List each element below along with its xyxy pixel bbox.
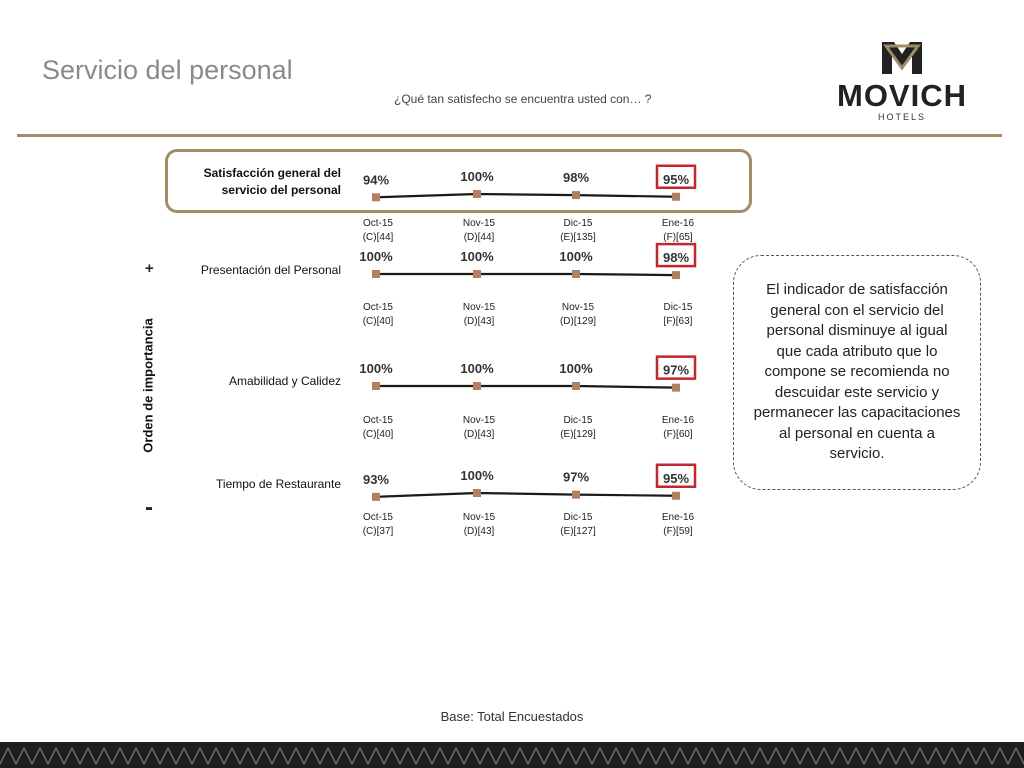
base-label: (F)[60] (663, 429, 693, 440)
period-label: Dic-15 (563, 415, 593, 426)
importance-axis-title: Orden de importancia (140, 318, 156, 453)
data-point (372, 193, 380, 201)
row-label-amabilidad: Amabilidad y Calidez (228, 374, 341, 388)
data-label: 94% (362, 172, 390, 188)
data-label: 100% (559, 249, 593, 264)
period-label: Ene-16 (661, 415, 695, 426)
data-label: 100% (460, 249, 494, 264)
period-label: Dic-15 (563, 512, 593, 523)
row-label-tiempo: Tiempo de Restaurante (216, 477, 341, 491)
base-note: Base: Total Encuestados (440, 709, 584, 724)
data-label: 100% (359, 361, 393, 376)
base-label: (E)[135] (560, 232, 596, 243)
base-label: (F)[65] (663, 232, 693, 243)
data-label: 98% (662, 250, 690, 266)
data-point (473, 382, 481, 390)
period-label: Nov-15 (462, 218, 496, 229)
base-label: (D)[129] (559, 316, 597, 327)
base-label: [F)[63] (663, 316, 693, 327)
data-label: 100% (460, 468, 494, 483)
series-line-4 (376, 493, 676, 497)
data-point (473, 270, 481, 278)
period-label: Dic-15 (563, 218, 593, 229)
data-point (672, 271, 680, 279)
data-label: 95% (662, 171, 690, 187)
base-label: (D)[44] (463, 232, 495, 243)
insight-callout (733, 255, 981, 490)
data-label: 98% (562, 170, 590, 186)
data-label: 100% (559, 361, 593, 376)
data-point (572, 191, 580, 199)
brand-name: MOVICH (837, 78, 967, 113)
base-label: (E)[129] (560, 429, 596, 440)
data-point (672, 492, 680, 500)
base-label: (D)[43] (463, 429, 495, 440)
period-label: Nov-15 (462, 302, 496, 313)
importance-high-sign: + (145, 260, 154, 277)
base-label: (E)[127] (560, 526, 596, 537)
data-point (572, 382, 580, 390)
base-label: (D)[43] (463, 526, 495, 537)
brand-sub: HOTELS (877, 112, 927, 122)
data-point (372, 382, 380, 390)
base-label: (D)[43] (463, 316, 495, 327)
series-line-1 (376, 194, 676, 197)
base-label: (C)[37] (362, 526, 394, 537)
period-label: Ene-16 (661, 512, 695, 523)
base-label: (C)[40] (362, 316, 394, 327)
period-label: Nov-15 (561, 302, 595, 313)
footer-pattern (0, 742, 1024, 768)
period-label: Nov-15 (462, 415, 496, 426)
page-title: Servicio del personal (42, 55, 293, 85)
data-label: 100% (460, 169, 494, 184)
insight-text: El indicador de satisfacción general con el servicio del personal disminuye al igual que cada atributo que lo compone se recomienda no descuidar este servicio y permanecer las capacitaciones al personal en cuenta a servicio. (753, 281, 961, 463)
data-label: 100% (460, 361, 494, 376)
data-label: 97% (562, 469, 590, 485)
period-label: Dic-15 (663, 302, 693, 313)
row-label-presentacion: Presentación del Personal (200, 263, 341, 277)
data-point (572, 270, 580, 278)
data-label: 97% (662, 362, 690, 378)
base-label: (C)[44] (362, 232, 394, 243)
data-label: 95% (662, 470, 690, 486)
data-point (473, 489, 481, 497)
importance-low-sign: - (145, 494, 153, 521)
period-label: Oct-15 (362, 302, 394, 313)
data-point (672, 384, 680, 392)
period-label: Oct-15 (362, 512, 394, 523)
series-line-3 (376, 386, 676, 388)
series-line-2 (376, 274, 676, 275)
period-label: Nov-15 (462, 512, 496, 523)
survey-question: ¿Qué tan satisfecho se encuentra usted con… ? (394, 92, 652, 106)
data-point (372, 270, 380, 278)
period-label: Oct-15 (362, 415, 394, 426)
data-label: 100% (359, 249, 393, 264)
base-label: (C)[40] (362, 429, 394, 440)
period-label: Ene-16 (661, 218, 695, 229)
data-point (672, 193, 680, 201)
data-point (372, 493, 380, 501)
data-label: 93% (362, 471, 390, 487)
data-point (572, 491, 580, 499)
data-point (473, 190, 481, 198)
period-label: Oct-15 (362, 218, 394, 229)
base-label: (F)[59] (663, 526, 693, 537)
row-label-general: Satisfacción general del servicio del personal (203, 166, 341, 197)
